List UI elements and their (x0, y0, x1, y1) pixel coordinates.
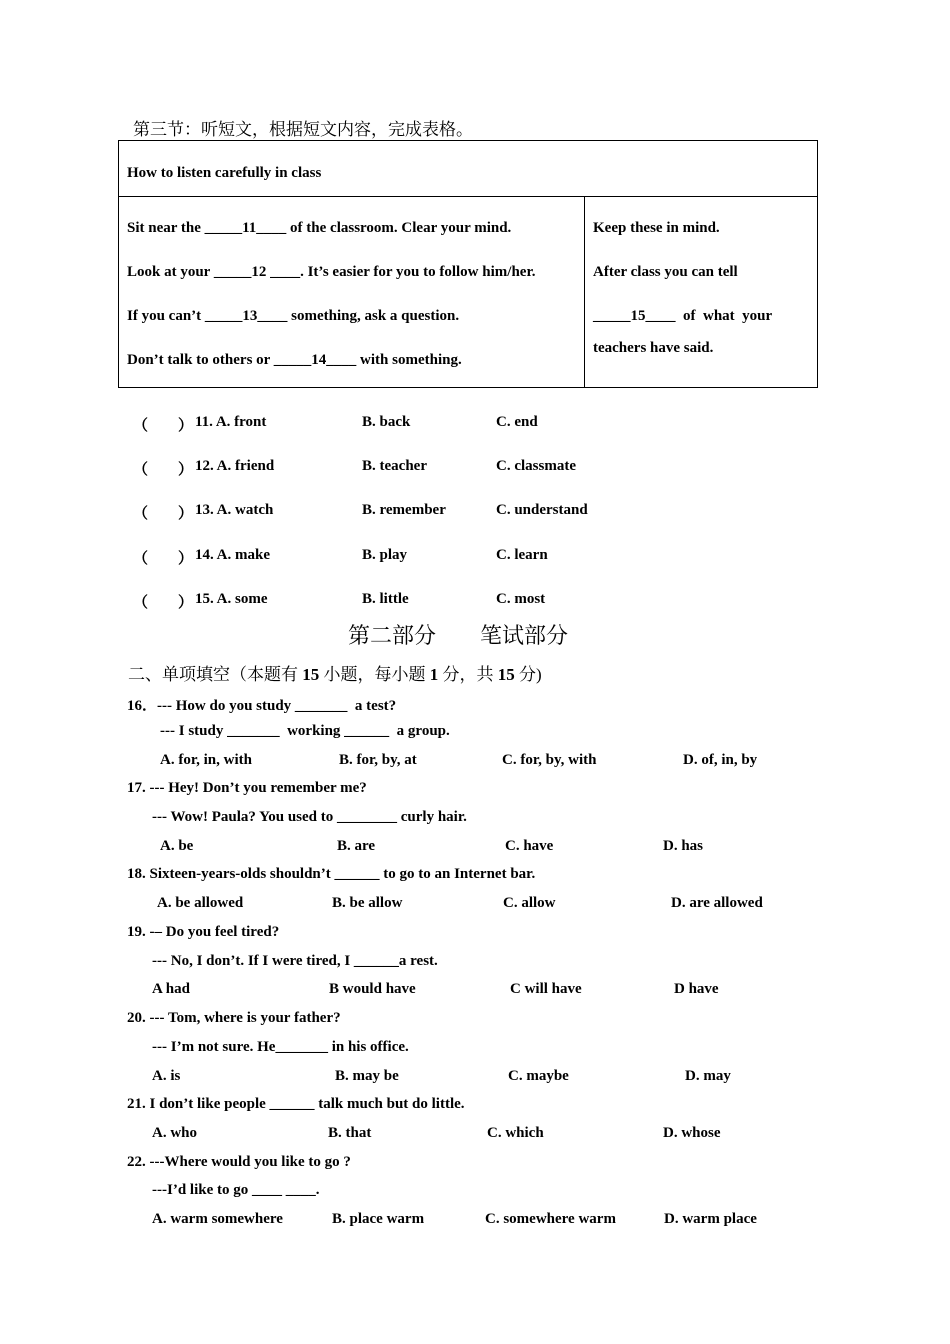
question-option-b: B. teacher (362, 458, 427, 474)
question-option-a: 12. A. friend (195, 458, 275, 474)
heading-number: 1 (429, 665, 439, 684)
option-b: B. for, by, at (339, 752, 417, 768)
option-d: D. may (685, 1068, 731, 1084)
question-stem: ---I’d like to go ____ ____. (152, 1182, 320, 1198)
question-option-c: C. most (496, 591, 546, 607)
option-a: A. be (160, 838, 194, 854)
question-option-b: B. remember (362, 502, 446, 518)
question-stem: 19. -– Do you feel tired? (127, 924, 280, 940)
section-single-choice-heading (128, 660, 542, 685)
answer-bracket: （ ） (133, 418, 194, 434)
table-left-line: Look at your _____12 ____. It’s easier for you to follow him/her. (127, 264, 536, 280)
option-d: D. of, in, by (683, 752, 758, 768)
listening-table (118, 140, 818, 388)
table-right-line: After class you can tell (593, 264, 738, 280)
heading-text: 分) (514, 665, 542, 684)
heading-text: 小题，每小题 (319, 665, 430, 684)
question-stem: --- No, I don’t. If I were tired, I ______a rest. (152, 953, 438, 969)
question-option-c: C. classmate (496, 458, 576, 474)
question-option-a: 14. A. make (195, 547, 270, 563)
table-right-line: Keep these in mind. (593, 220, 720, 236)
question-stem: 20. --- Tom, where is your father? (127, 1010, 341, 1026)
heading-text: 分，共 (438, 665, 498, 684)
option-d: D. has (663, 838, 704, 854)
option-b: B. be allow (332, 895, 403, 911)
table-right-cell (585, 197, 818, 388)
option-b: B. may be (335, 1068, 399, 1084)
question-stem: --- Wow! Paula? You used to ________ curly hair. (152, 809, 467, 825)
question-stem: 17. --- Hey! Don’t you remember me? (127, 780, 367, 796)
option-c: C. have (505, 838, 554, 854)
option-a: A. for, in, with (160, 752, 252, 768)
question-stem: 18. Sixteen-years-olds shouldn’t ______ to go to an Internet bar. (127, 866, 536, 882)
table-left-line: Sit near the _____11____ of the classroom. Clear your mind. (127, 220, 512, 236)
option-c: C. for, by, with (502, 752, 597, 768)
option-d: D. warm place (664, 1211, 757, 1227)
answer-bracket: （ ） (133, 506, 194, 522)
table-right-line: _____15____ of what your (593, 308, 773, 324)
option-d: D have (674, 981, 719, 997)
option-b: B. are (337, 838, 376, 854)
table-left-cell (119, 197, 585, 388)
section3-heading: 第三节：听短文，根据短文内容，完成表格。 (133, 120, 473, 139)
answer-bracket: （ ） (133, 551, 194, 567)
table-left-line: If you can’t _____13____ something, ask a question. (127, 308, 460, 324)
option-c: C will have (510, 981, 582, 997)
option-b: B. that (328, 1125, 372, 1141)
option-c: C. maybe (508, 1068, 569, 1084)
option-d: D. are allowed (671, 895, 763, 911)
option-d: D. whose (663, 1125, 721, 1141)
part2-title: 第二部分 笔试部分 (348, 623, 569, 648)
option-b: B would have (329, 981, 416, 997)
heading-text: 二、单项填空（本题有 (128, 665, 303, 684)
question-option-a: 11. A. front (195, 414, 267, 430)
heading-number: 15 (302, 665, 320, 684)
table-left-line: Don’t talk to others or _____14____ with something. (127, 352, 462, 368)
option-c: C. which (487, 1125, 544, 1141)
question-option-b: B. play (362, 547, 408, 563)
question-stem: --- I study _______ working ______ a group. (160, 723, 450, 739)
question-option-c: C. understand (496, 502, 588, 518)
question-stem: 16．--- How do you study _______ a test? (127, 698, 397, 714)
table-right-line: teachers have said. (593, 340, 714, 356)
answer-bracket: （ ） (133, 462, 194, 478)
question-option-a: 13. A. watch (195, 502, 274, 518)
question-option-c: C. end (496, 414, 538, 430)
answer-bracket: （ ） (133, 595, 194, 611)
question-stem: --- I’m not sure. He_______ in his office. (152, 1039, 409, 1055)
question-option-b: B. back (362, 414, 411, 430)
heading-number: 15 (497, 665, 515, 684)
option-a: A. who (152, 1125, 198, 1141)
option-a: A had (152, 981, 190, 997)
option-a: A. be allowed (157, 895, 244, 911)
option-a: A. is (152, 1068, 181, 1084)
question-option-b: B. little (362, 591, 409, 607)
question-option-a: 15. A. some (195, 591, 268, 607)
option-c: C. somewhere warm (485, 1211, 616, 1227)
question-stem: 22. ---Where would you like to go ? (127, 1154, 351, 1170)
option-b: B. place warm (332, 1211, 425, 1227)
question-stem: 21. I don’t like people ______ talk much but do little. (127, 1096, 465, 1112)
table-title: How to listen carefully in class (119, 141, 818, 197)
option-c: C. allow (503, 895, 556, 911)
option-a: A. warm somewhere (152, 1211, 283, 1227)
question-option-c: C. learn (496, 547, 548, 563)
